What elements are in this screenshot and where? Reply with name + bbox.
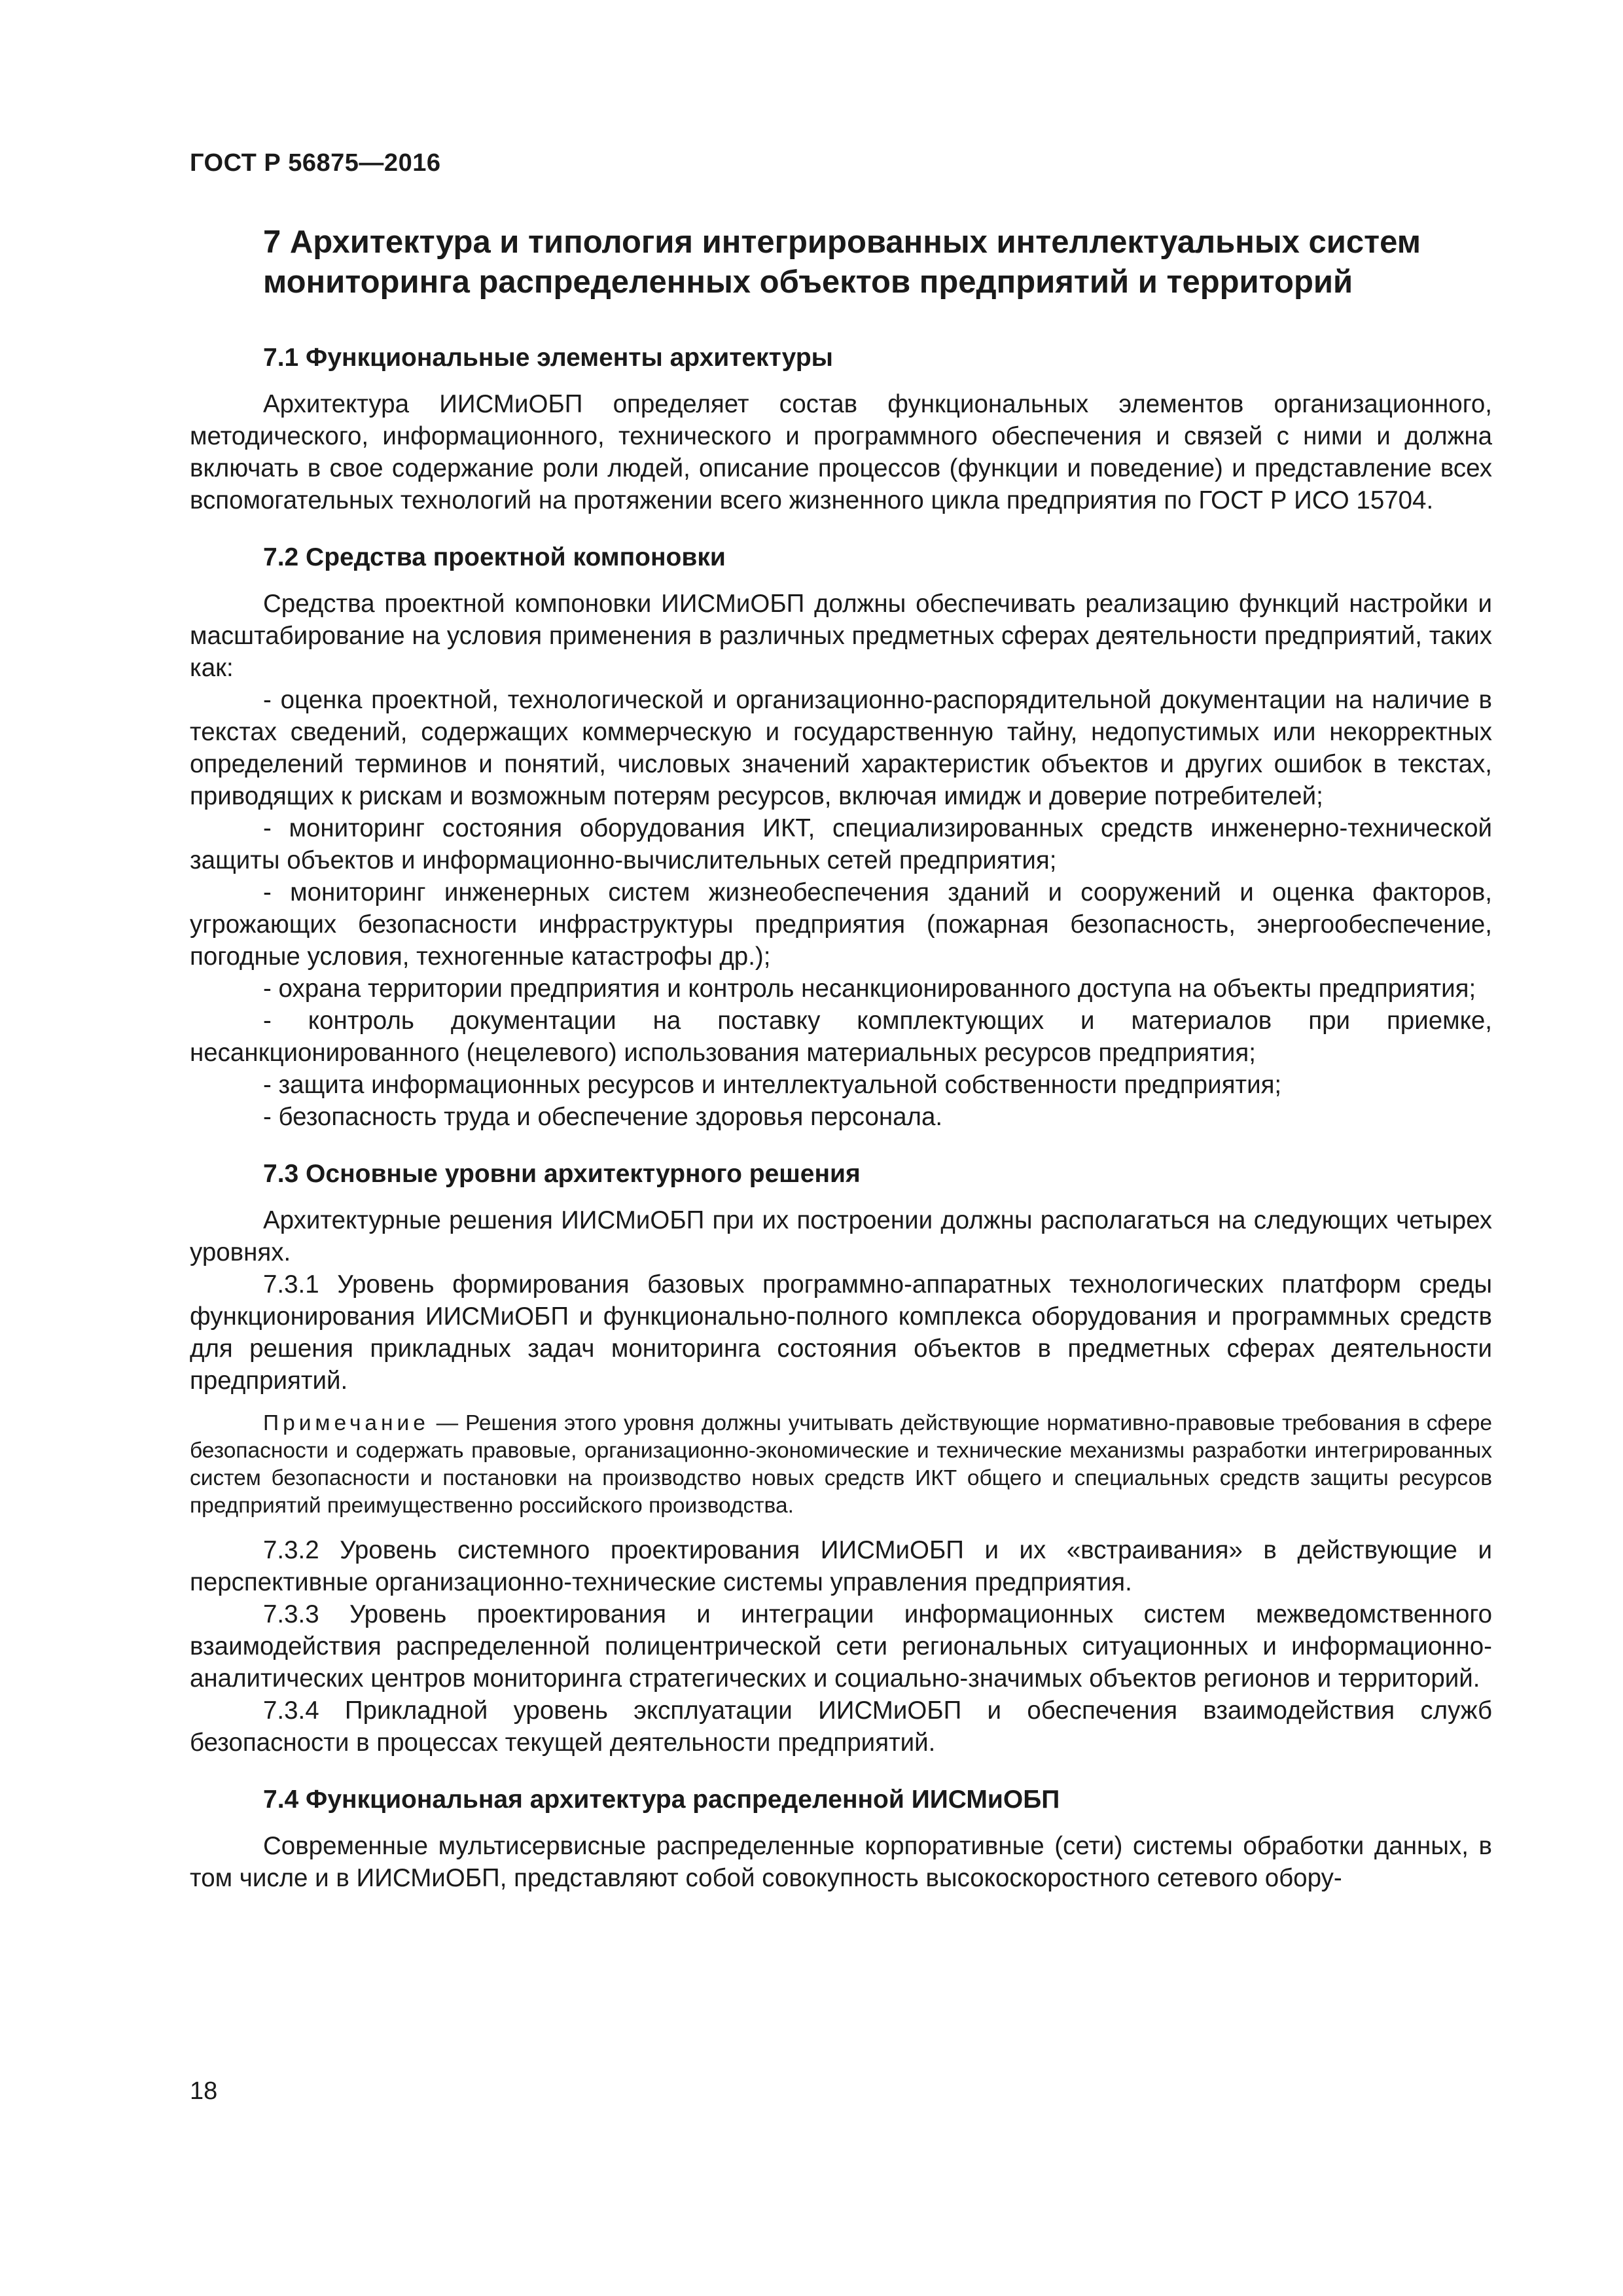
page-content (190, 223, 1492, 1894)
list-item: - мониторинг инженерных систем жизнеобеспечения зданий и сооружений и оценка факторов, угрожающих безопасности инфраструктуры предприятия (пожарная безопасность, энергообеспечение, погодные условия, техногенные катастрофы др.); (190, 878, 1492, 971)
note-block (190, 1410, 1492, 1520)
section-7-2-heading: 7.2 Средства проектной компоновки (263, 543, 726, 571)
list-item: - контроль документации на поставку комплектующих и материалов при приемке, несанкционированного (нецелевого) использования материальных ресурсов предприятия; (190, 1007, 1492, 1067)
list-item: - защита информационных ресурсов и интеллектуальной собственности предприятия; (263, 1071, 1282, 1099)
section-7-2-intro: Средства проектной компоновки ИИСМиОБП должны обеспечивать реализацию функций настройки и масштабирование на условия применения в различных предметных сферах деятельности предприятий, таких как: (190, 590, 1492, 682)
section-7-3-2-paragraph: 7.3.2 Уровень системного проектирования ИИСМиОБП и их «встраивания» в действующие и перспективные организационно-технические системы управления предприятия. (190, 1536, 1492, 1596)
section-7-4-heading: 7.4 Функциональная архитектура распределенной ИИСМиОБП (263, 1785, 1060, 1814)
section-7-1-paragraph: Архитектура ИИСМиОБП определяет состав функциональных элементов организационного, методического, информационного, технического и программного обеспечения и связей с ними и должна включать в свое содержание роли людей, описание процессов (функции и поведение) и представление всех вспомогательных технологий на протяжении всего жизненного цикла предприятия по ГОСТ Р ИСО 15704. (190, 390, 1492, 514)
section-7-title-line-1: 7 Архитектура и типология интегрированных интеллектуальных систем (263, 224, 1421, 260)
section-7-3-heading: 7.3 Основные уровни архитектурного решения (263, 1160, 861, 1188)
section-7-3-intro: Архитектурные решения ИИСМиОБП при их построении должны располагаться на следующих четырех уровнях. (190, 1206, 1492, 1266)
page-number: 18 (190, 2077, 218, 2105)
note-label: Примечание (263, 1411, 429, 1435)
section-7-4-paragraph: Современные мультисервисные распределенные корпоративные (сети) системы обработки данных, в том числе и в ИИСМиОБП, представляют собой совокупность высокоскоростного сетевого обору- (190, 1832, 1492, 1892)
list-item: - оценка проектной, технологической и организационно-распорядительной документации на наличие в текстах сведений, содержащих коммерческую и государственную тайну, недопустимых или некорректных определений терминов и понятий, числовых значений характеристик объектов и других ошибок в текстах, приводящих к рискам и возможным потерям ресурсов, включая имидж и доверие потребителей; (190, 686, 1492, 810)
section-7-3-1-paragraph: 7.3.1 Уровень формирования базовых программно-аппаратных технологических платформ среды функционирования ИИСМиОБП и функционально-полного комплекса оборудования и программных средств для решения прикладных задач мониторинга состояния объектов в предметных сферах деятельности предприятий. (190, 1270, 1492, 1395)
section-7-title-line-2: мониторинга распределенных объектов предприятий и территорий (263, 264, 1353, 300)
list-item: - охрана территории предприятия и контроль несанкционированного доступа на объекты предприятия; (263, 975, 1476, 1003)
list-item: - мониторинг состояния оборудования ИКТ, специализированных средств инженерно-технической защиты объектов и информационно-вычислительных сетей предприятия; (190, 814, 1492, 874)
section-7-3-3-paragraph: 7.3.3 Уровень проектирования и интеграции информационных систем межведомственного взаимодействия распределенной полицентрической сети региональных ситуационных и информационно-аналитических центров мониторинга стратегических и социально-значимых объектов регионов и территорий. (190, 1600, 1492, 1693)
list-item: - безопасность труда и обеспечение здоровья персонала. (263, 1103, 943, 1131)
section-7-heading (263, 223, 1492, 302)
note-text: — Решения этого уровня должны учитывать действующие нормативно-правовые требования в сфере безопасности и содержать правовые, организационно-экономические и технические механизмы разработки интегрированных систем безопасности и постановки на производство новых средств ИКТ общего и специальных средств защиты ресурсов предприятий преимущественно российского производства. (190, 1411, 1492, 1518)
section-7-3-4-paragraph: 7.3.4 Прикладной уровень эксплуатации ИИСМиОБП и обеспечения взаимодействия служб безопасности в процессах текущей деятельности предприятий. (190, 1696, 1492, 1757)
section-7-1-heading: 7.1 Функциональные элементы архитектуры (263, 344, 833, 372)
document-standard-id: ГОСТ Р 56875—2016 (190, 149, 441, 177)
